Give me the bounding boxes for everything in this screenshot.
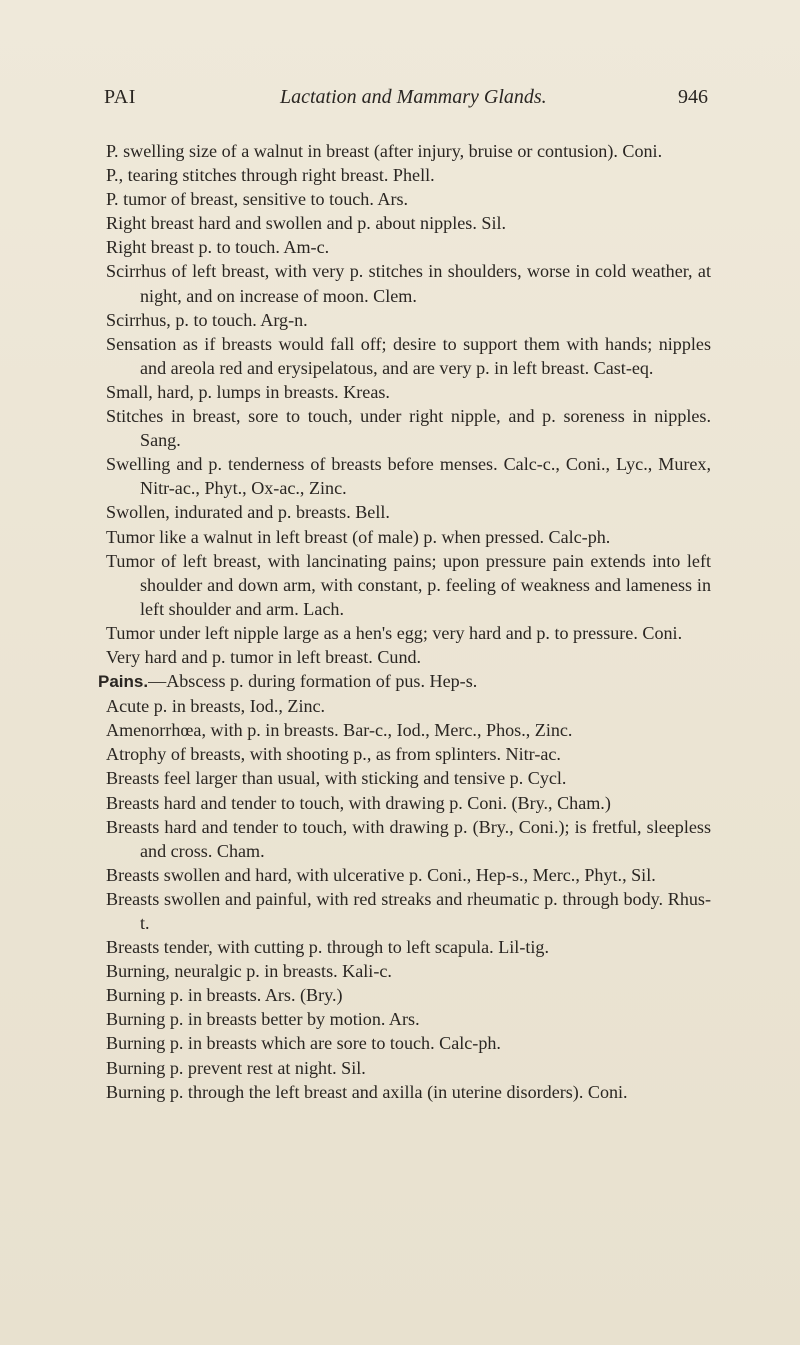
entry: Burning p. in breasts which are sore to touch. Calc-ph. <box>106 1033 501 1054</box>
entry: Swollen, indurated and p. breasts. Bell. <box>106 502 390 523</box>
entry: Stitches in breast, sore to touch, under right nipple, and p. soreness in nipples. Sang. <box>106 406 711 451</box>
entry: Small, hard, p. lumps in breasts. Kreas. <box>106 381 390 402</box>
entry: Burning p. in breasts. Ars. (Bry.) <box>106 985 343 1006</box>
entry: Right breast p. to touch. Am-c. <box>106 237 330 258</box>
entry-list <box>98 139 711 1104</box>
running-header <box>104 86 708 116</box>
section-heading-pains: Pains. <box>98 672 149 692</box>
page-number: 946 <box>678 86 708 108</box>
entry: Scirrhus of left breast, with very p. stitches in shoulders, worse in cold weather, at night, and on increase of moon. Clem. <box>106 261 711 306</box>
entry: Breasts tender, with cutting p. through to left scapula. Lil-tig. <box>106 937 549 958</box>
entry: Tumor like a walnut in left breast (of male) p. when pressed. Calc-ph. <box>106 526 611 547</box>
entry-with-heading <box>98 669 711 694</box>
entry: Sensation as if breasts would fall off; desire to support them with hands; nipples and areola red and erysipelatous, and are very p. in left breast. Cast-eq. <box>106 333 711 378</box>
entry: Breasts swollen and painful, with red streaks and rheumatic p. through body. Rhus-t. <box>106 888 711 933</box>
entry: Burning p. in breasts better by motion. Ars. <box>106 1009 420 1030</box>
entry: P. swelling size of a walnut in breast (after injury, bruise or contusion). Coni. <box>106 141 663 161</box>
entry: Burning p. prevent rest at night. Sil. <box>106 1057 366 1078</box>
entry-text: —Abscess p. during formation of pus. Hep-s. <box>148 671 478 692</box>
entry: Breasts swollen and hard, with ulcerative p. Coni., Hep-s., Merc., Phyt., Sil. <box>106 864 656 885</box>
entry: P., tearing stitches through right breast. Phell. <box>106 165 435 186</box>
entry: Amenorrhœa, with p. in breasts. Bar-c., Iod., Merc., Phos., Zinc. <box>106 720 573 741</box>
entry: Breasts feel larger than usual, with sticking and tensive p. Cycl. <box>106 768 567 789</box>
header-section-abbrev: PAI <box>104 86 136 108</box>
entry: Burning p. through the left breast and axilla (in uterine disorders). Coni. <box>106 1081 628 1102</box>
entry: Swelling and p. tenderness of breasts before menses. Calc-c., Coni., Lyc., Murex, Nitr-ac., Phyt., Ox-ac., Zinc. <box>106 454 711 499</box>
entry: Tumor under left nipple large as a hen's egg; very hard and p. to pressure. Coni. <box>106 622 683 643</box>
entry: Acute p. in breasts, Iod., Zinc. <box>106 696 326 717</box>
entry: Burning, neuralgic p. in breasts. Kali-c. <box>106 961 392 982</box>
entry: Atrophy of breasts, with shooting p., as from splinters. Nitr-ac. <box>106 744 561 765</box>
entry: Very hard and p. tumor in left breast. Cund. <box>106 646 422 667</box>
entry: Tumor of left breast, with lancinating pains; upon pressure pain extends into left shoulder and down arm, with constant, p. feeling of weakness and lameness in left shoulder and arm. Lach. <box>106 550 711 619</box>
entry: Breasts hard and tender to touch, with drawing p. (Bry., Coni.); is fretful, sleepless and cross. Cham. <box>106 816 711 861</box>
entry: Breasts hard and tender to touch, with drawing p. Coni. (Bry., Cham.) <box>106 792 611 813</box>
entry: Scirrhus, p. to touch. Arg-n. <box>106 309 308 330</box>
entry: P. tumor of breast, sensitive to touch. Ars. <box>106 189 409 210</box>
entry: Right breast hard and swollen and p. about nipples. Sil. <box>106 213 507 234</box>
header-title: Lactation and Mammary Glands. <box>280 86 547 108</box>
